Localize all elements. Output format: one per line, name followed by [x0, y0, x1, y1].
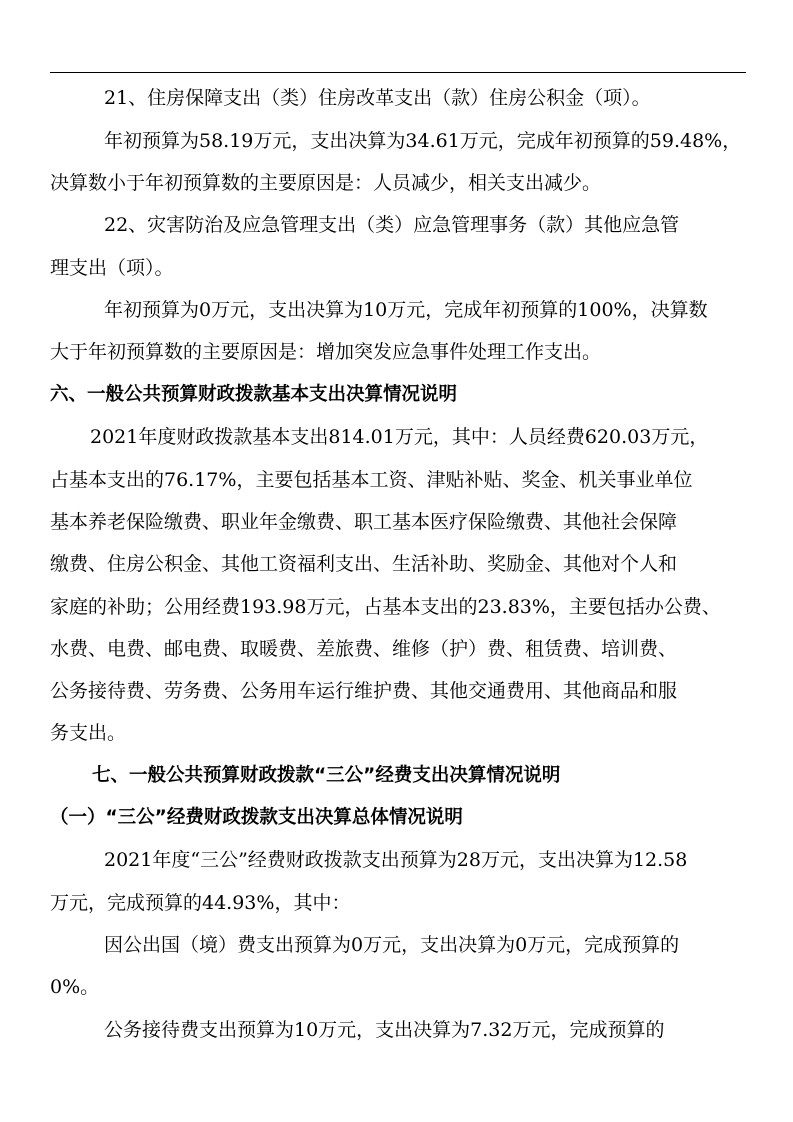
text-line: 占基本支出的76.17%，主要包括基本工资、津贴补贴、奖金、机关事业单位	[50, 469, 693, 491]
text-line: 年初预算为58.19万元，支出决算为34.61万元，完成年初预算的59.48%，	[104, 130, 742, 152]
text-line: 万元，完成预算的44.93%，其中：	[50, 892, 351, 914]
text-line: 21、住房保障支出（类）住房改革支出（款）住房公积金（项）。	[104, 87, 651, 109]
text-line: 决算数小于年初预算数的主要原因是：人员减少，相关支出减少。	[50, 172, 602, 194]
text-line: 22、灾害防治及应急管理支出（类）应急管理事务（款）其他应急管	[104, 214, 680, 236]
text-line: 大于年初预算数的主要原因是：增加突发应急事件处理工作支出。	[50, 341, 602, 363]
subsection-heading: （一）“三公”经费财政拨款支出决算总体情况说明	[50, 807, 463, 828]
text-line: 公务接待费、劳务费、公务用车运行维护费、其他交通费用、其他商品和服	[50, 680, 678, 702]
text-line: 年初预算为0万元，支出决算为10万元，完成年初预算的100%，决算数	[104, 299, 708, 321]
text-line: 因公出国（境）费支出预算为0万元，支出决算为0万元，完成预算的	[104, 934, 680, 956]
section-heading: 六、一般公共预算财政拨款基本支出决算情况说明	[50, 384, 458, 405]
text-line: 公务接待费支出预算为10万元，支出决算为7.32万元，完成预算的	[104, 1019, 665, 1041]
text-line: 务支出。	[50, 722, 127, 744]
text-line: 理支出（项）。	[50, 257, 174, 279]
text-line: 水费、电费、邮电费、取暖费、差旅费、维修（护）费、租赁费、培训费、	[50, 638, 678, 660]
text-line: 0%。	[50, 976, 100, 998]
text-line: 2021年度“三公”经费财政拨款支出预算为28万元，支出决算为12.58	[104, 849, 688, 871]
text-line: 2021年度财政拨款基本支出814.01万元，其中：人员经费620.03万元，	[90, 426, 709, 448]
header-rule	[50, 72, 746, 73]
text-line: 基本养老保险缴费、职业年金缴费、职工基本医疗保险缴费、其他社会保障	[50, 511, 678, 533]
text-line: 缴费、住房公积金、其他工资福利支出、生活补助、奖励金、其他对个人和	[50, 553, 678, 575]
section-heading: 七、一般公共预算财政拨款“三公”经费支出决算情况说明	[92, 765, 561, 786]
text-line: 家庭的补助；公用经费193.98万元，占基本支出的23.83%，主要包括办公费、	[50, 596, 721, 618]
